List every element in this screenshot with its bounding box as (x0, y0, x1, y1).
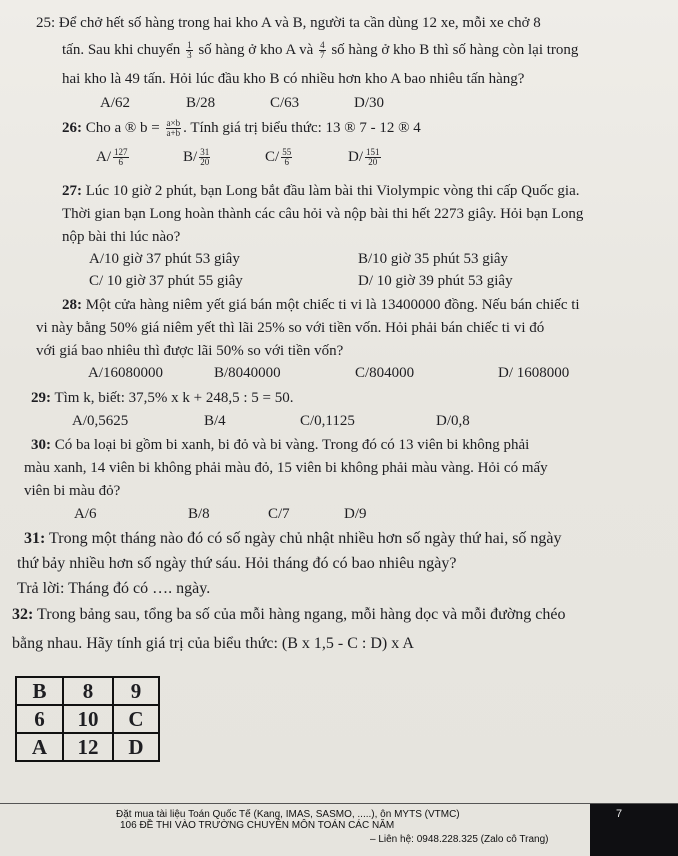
q26-label: 26: (62, 120, 82, 136)
q26-text-a: Cho a ® b = (85, 120, 160, 136)
footer-divider (0, 803, 678, 804)
table-cell: A (16, 733, 63, 761)
q25-fraction-2: $\frac{4}{7}$ (320, 40, 325, 61)
q27-option-b: B/10 giờ 35 phút 53 giây (358, 251, 509, 267)
q26-text-b: . Tính giá trị biểu thức: 13 ® 7 - 12 ® 4 (183, 120, 421, 136)
q27-line-1: 27: Lúc 10 giờ 2 phút, bạn Long bắt đầu làm bài thi Violympic vòng thi cấp Quốc gia. (62, 183, 580, 199)
q25-fraction-1: $\frac{1}{3}$ (187, 40, 192, 61)
q30-option-d: D/9 (344, 506, 367, 522)
q29-option-a: A/0,5625 (72, 413, 129, 429)
q25-line-3: hai kho là 49 tấn. Hỏi lúc đầu kho B có nhiều hơn kho A bao nhiêu tấn hàng? (62, 71, 525, 87)
q29-label: 29: (31, 390, 51, 406)
table-row (16, 677, 159, 705)
q29-option-c: C/0,1125 (300, 413, 355, 429)
q30-option-a: A/6 (74, 506, 97, 522)
q25-text-2b: số hàng ở kho A và (198, 42, 314, 58)
q29-line: 29: Tìm k, biết: 37,5% x k + 248,5 : 5 = 50. (31, 390, 294, 406)
table-cell: 10 (63, 705, 113, 733)
magic-square-table (15, 676, 160, 762)
table-cell: D (113, 733, 159, 761)
q26-option-c: C/ $\frac{55}{6}$ (265, 147, 292, 168)
q26-option-d: D/ $\frac{151}{20}$ (348, 147, 380, 168)
footer-line-2: 106 ĐỀ THI VÀO TRƯỜNG CHUYÊN MÔN TOÁN CÁC NĂM (120, 820, 395, 831)
q31-line-2: thứ bảy nhiều hơn số ngày thứ sáu. Hỏi tháng đó có bao nhiêu ngày? (17, 555, 457, 572)
q27-option-d: D/ 10 giờ 39 phút 53 giây (358, 273, 513, 289)
q25-option-d: D/30 (354, 95, 384, 111)
q31-answer-line: Trả lời: Tháng đó có …. ngày. (17, 580, 211, 597)
q28-option-a: A/16080000 (88, 365, 163, 381)
q26-option-b: B/ $\frac{31}{20}$ (183, 147, 210, 168)
q26-fraction: $\frac{a\times b}{a+b}$ (166, 118, 181, 139)
q27-line-3: nộp bài thi lúc nào? (62, 229, 181, 245)
q25-option-c: C/63 (270, 95, 300, 111)
table-cell: 12 (63, 733, 113, 761)
q27-option-c: C/ 10 giờ 37 phút 55 giây (89, 273, 243, 289)
q25-option-b: B/28 (186, 95, 216, 111)
q28-label: 28: (62, 297, 82, 313)
q32-line-1: 32: Trong bảng sau, tổng ba số của mỗi hàng ngang, mỗi hàng dọc và mỗi đường chéo (12, 606, 566, 623)
q30-line-1: 30: Có ba loại bi gồm bi xanh, bi đỏ và bi vàng. Trong đó có 13 viên bi không phải (31, 437, 530, 453)
table-cell: 8 (63, 677, 113, 705)
table-cell: 6 (16, 705, 63, 733)
q25-line-2 (62, 41, 578, 60)
q28-option-c: C/804000 (355, 365, 415, 381)
page-number: 7 (616, 808, 623, 820)
table-cell: C (113, 705, 159, 733)
table-row (16, 733, 159, 761)
table-row (16, 705, 159, 733)
q28-line-2: vi này bằng 50% giá niêm yết thì lãi 25% so với tiền vốn. Hỏi phải bán chiếc ti vi đó (36, 320, 545, 336)
q25-text-2c: số hàng ở kho B thì số hàng còn lại trong (331, 42, 579, 58)
table-cell: 9 (113, 677, 159, 705)
q32-line-2: bằng nhau. Hãy tính giá trị của biểu thức: (B x 1,5 - C : D) x A (12, 635, 414, 652)
q28-line-3: với giá bao nhiêu thì được lãi 50% so với tiền vốn? (36, 343, 344, 359)
q25-line-1 (36, 14, 541, 32)
q28-line-1: 28: Một cửa hàng niêm yết giá bán một chiếc ti vi là 13400000 đồng. Nếu bán chiếc ti (62, 297, 580, 313)
q26-option-a: A/ $\frac{127}{6}$ (96, 147, 128, 168)
footer-contact: – Liên hệ: 0948.228.325 (Zalo cô Trang) (370, 834, 549, 845)
q28-option-b: B/8040000 (214, 365, 281, 381)
q25-option-a: A/62 (100, 95, 130, 111)
q31-label: 31: (24, 530, 46, 547)
q27-line-2: Thời gian bạn Long hoàn thành các câu hỏi và nộp bài thi hết 2273 giây. Hỏi bạn Long (62, 206, 584, 222)
q32-label: 32: (12, 606, 34, 623)
q30-line-3: viên bi màu đỏ? (24, 483, 121, 499)
q31-line-1: 31: Trong một tháng nào đó có số ngày chủ nhật nhiều hơn số ngày thứ hai, số ngày (24, 530, 562, 547)
page-number-box (590, 804, 678, 856)
table-cell: B (16, 677, 63, 705)
q26-line (62, 119, 421, 138)
q30-option-b: B/8 (188, 506, 210, 522)
q30-label: 30: (31, 437, 51, 453)
q27-label: 27: (62, 183, 82, 199)
q25-text-1: 25: Để chở hết số hàng trong hai kho A và B, người ta cần dùng 12 xe, mỗi xe chở 8 (36, 15, 541, 31)
q27-option-a: A/10 giờ 37 phút 53 giây (89, 251, 240, 267)
footer-line-1: Đặt mua tài liệu Toán Quốc Tế (Kang, IMAS, SASMO, .....), ôn MYTS (VTMC) (116, 809, 460, 820)
q29-option-d: D/0,8 (436, 413, 470, 429)
q30-line-2: màu xanh, 14 viên bi không phải màu đỏ, 15 viên bi không phải màu vàng. Hỏi có mấy (24, 460, 548, 476)
q29-option-b: B/4 (204, 413, 226, 429)
q30-option-c: C/7 (268, 506, 290, 522)
q28-option-d: D/ 1608000 (498, 365, 570, 381)
q25-text-2a: tấn. Sau khi chuyển (62, 42, 181, 58)
